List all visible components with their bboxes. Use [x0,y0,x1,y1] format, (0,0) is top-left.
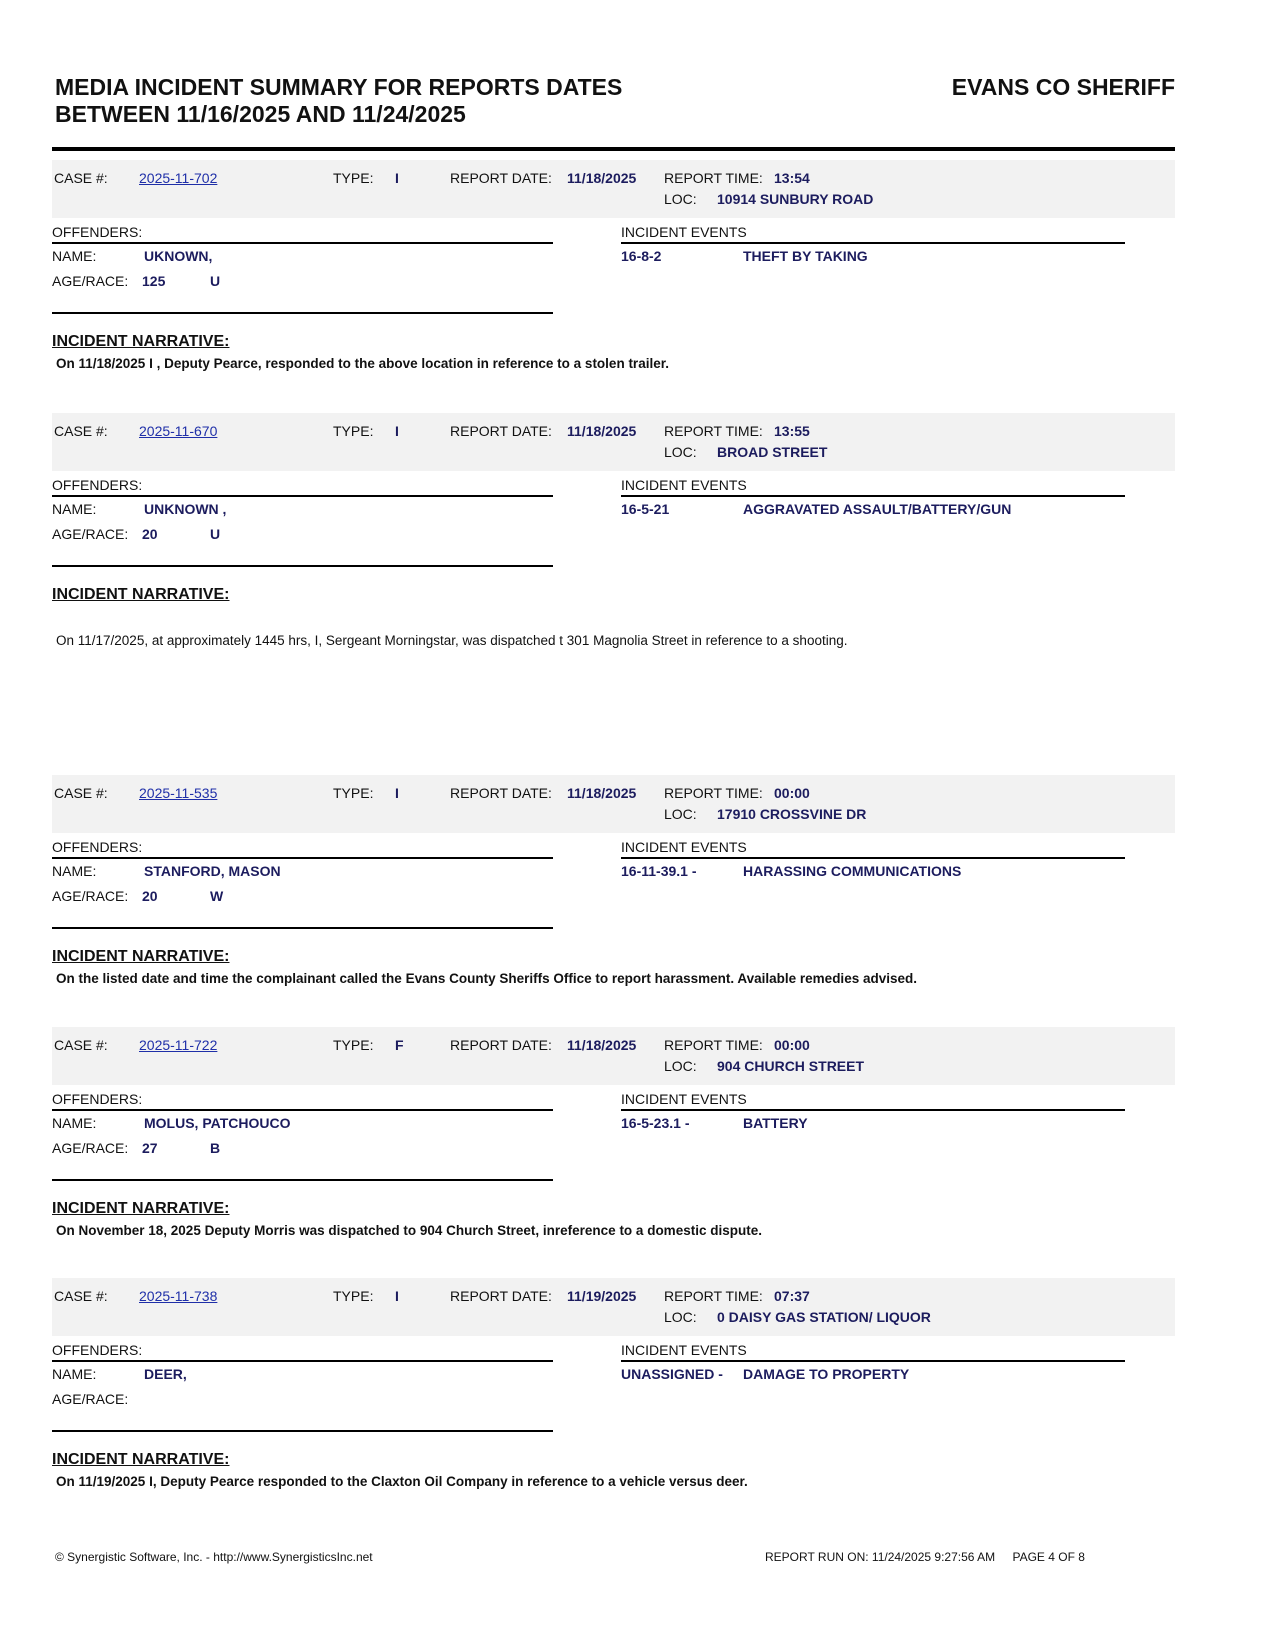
events-divider [621,1360,1125,1362]
type-label: TYPE: [333,1037,374,1053]
case-number-link[interactable]: 2025-11-670 [139,423,218,439]
case-type: I [395,1288,399,1304]
events-divider [621,495,1125,497]
page-number: PAGE 4 OF 8 [1012,1550,1085,1564]
event-description: BATTERY [743,1115,808,1131]
case-number-link[interactable]: 2025-11-702 [139,170,218,186]
offender-name-label: NAME: [52,501,97,517]
report-time: 13:54 [774,170,810,186]
events-divider [621,857,1125,859]
location: 17910 CROSSVINE DR [717,806,867,822]
offenders-label: OFFENDERS: [52,224,143,240]
age-race-label: AGE/RACE: [52,273,129,289]
incident-events-label: INCIDENT EVENTS [621,224,747,240]
header-divider [52,147,1175,151]
footer-run-info [765,1550,1099,1564]
report-time: 00:00 [774,785,810,801]
incident-events-label: INCIDENT EVENTS [621,477,747,493]
narrative-heading: INCIDENT NARRATIVE: [52,586,230,603]
report-time: 07:37 [774,1288,810,1304]
type-label: TYPE: [333,785,374,801]
case-number-link[interactable]: 2025-11-738 [139,1288,218,1304]
case-block [52,1278,1175,1489]
offender-name-label: NAME: [52,863,97,879]
location-label: LOC: [664,191,697,207]
offender-name: DEER, [144,1366,187,1382]
offenders-divider [52,1109,553,1111]
offender-section-end-divider [52,1179,553,1181]
report-time: 00:00 [774,1037,810,1053]
case-number-link[interactable]: 2025-11-535 [139,785,218,801]
case-number-label: CASE #: [54,423,108,439]
location: 904 CHURCH STREET [717,1058,865,1074]
age-race-label: AGE/RACE: [52,1140,129,1156]
offenders-divider [52,495,553,497]
report-date-label: REPORT DATE: [450,1288,552,1304]
report-title-line1: MEDIA INCIDENT SUMMARY FOR REPORTS DATES [55,74,623,100]
offender-name: MOLUS, PATCHOUCO [144,1115,291,1131]
case-header-bar [52,413,1175,471]
report-time-label: REPORT TIME: [664,1288,763,1304]
report-time-label: REPORT TIME: [664,1037,763,1053]
report-title [55,74,695,128]
case-type: I [395,423,399,439]
event-code: 16-11-39.1 - [621,863,697,879]
event-code: 16-5-21 [621,501,670,517]
offender-age: 125 [142,273,166,289]
type-label: TYPE: [333,170,374,186]
case-header-bar [52,775,1175,833]
event-description: DAMAGE TO PROPERTY [743,1366,910,1382]
offenders-divider [52,242,553,244]
case-number-link[interactable]: 2025-11-722 [139,1037,218,1053]
location-label: LOC: [664,1058,697,1074]
report-date: 11/18/2025 [567,170,637,186]
narrative-heading: INCIDENT NARRATIVE: [52,1451,230,1468]
report-time-label: REPORT TIME: [664,785,763,801]
report-date: 11/18/2025 [567,1037,637,1053]
offender-age: 20 [142,888,158,904]
report-date-label: REPORT DATE: [450,423,552,439]
offender-section-end-divider [52,927,553,929]
report-time-label: REPORT TIME: [664,170,763,186]
events-divider [621,242,1125,244]
offender-section-end-divider [52,1430,553,1432]
incident-events-label: INCIDENT EVENTS [621,839,747,855]
report-run-on: REPORT RUN ON: 11/24/2025 9:27:56 AM [765,1550,996,1564]
case-type: F [395,1037,404,1053]
case-type: I [395,785,399,801]
case-number-label: CASE #: [54,785,108,801]
agency-name: EVANS CO SHERIFF [951,74,1175,100]
case-block [52,160,1175,371]
offenders-label: OFFENDERS: [52,477,143,493]
events-divider [621,1109,1125,1111]
event-code: UNASSIGNED - [621,1366,723,1382]
offender-name-label: NAME: [52,248,97,264]
narrative-text: On 11/19/2025 I, Deputy Pearce responded to the Claxton Oil Company in reference to a vehicle versus deer. [56,1474,748,1489]
report-date-label: REPORT DATE: [450,170,552,186]
location-label: LOC: [664,806,697,822]
report-title-line2: BETWEEN 11/16/2025 AND 11/24/2025 [55,101,466,127]
report-date: 11/19/2025 [567,1288,637,1304]
offender-race: U [210,526,221,542]
age-race-label: AGE/RACE: [52,1391,129,1407]
age-race-label: AGE/RACE: [52,526,129,542]
report-time: 13:55 [774,423,810,439]
age-race-label: AGE/RACE: [52,888,129,904]
location-label: LOC: [664,1309,697,1325]
offenders-label: OFFENDERS: [52,1342,143,1358]
offender-name: STANFORD, MASON [144,863,281,879]
offender-race: U [210,273,221,289]
case-header-bar [52,1278,1175,1336]
event-description: THEFT BY TAKING [743,248,868,264]
offenders-divider [52,857,553,859]
offenders-label: OFFENDERS: [52,1091,143,1107]
event-code: 16-8-2 [621,248,662,264]
narrative-text: On the listed date and time the complainant called the Evans County Sheriffs Office to report harassment. Available remedies advised. [56,971,917,986]
case-block [52,413,1175,648]
report-date: 11/18/2025 [567,423,637,439]
offender-name: UKNOWN, [144,248,213,264]
offender-section-end-divider [52,565,553,567]
narrative-text: On November 18, 2025 Deputy Morris was dispatched to 904 Church Street, inreference to a domestic dispute. [56,1223,762,1238]
case-number-label: CASE #: [54,1037,108,1053]
location-label: LOC: [664,444,697,460]
case-header-bar [52,1027,1175,1085]
offenders-label: OFFENDERS: [52,839,143,855]
type-label: TYPE: [333,1288,374,1304]
report-time-label: REPORT TIME: [664,423,763,439]
narrative-text: On 11/17/2025, at approximately 1445 hrs, I, Sergeant Morningstar, was dispatched t 301 Magnolia Street in reference to a shooting. [56,633,848,648]
offender-race: W [210,888,224,904]
narrative-heading: INCIDENT NARRATIVE: [52,948,230,965]
footer-copyright: © Synergistic Software, Inc. - http://www.SynergisticsInc.net [55,1550,373,1564]
incident-events-label: INCIDENT EVENTS [621,1342,747,1358]
offenders-divider [52,1360,553,1362]
narrative-heading: INCIDENT NARRATIVE: [52,1200,230,1217]
case-block [52,775,1175,986]
event-description: HARASSING COMMUNICATIONS [743,863,962,879]
event-description: AGGRAVATED ASSAULT/BATTERY/GUN [743,501,1012,517]
offender-name-label: NAME: [52,1115,97,1131]
type-label: TYPE: [333,423,374,439]
offender-race: B [210,1140,221,1156]
case-number-label: CASE #: [54,1288,108,1304]
case-block [52,1027,1175,1238]
offender-section-end-divider [52,312,553,314]
case-number-label: CASE #: [54,170,108,186]
offender-name: UNKNOWN , [144,501,227,517]
report-date-label: REPORT DATE: [450,1037,552,1053]
case-type: I [395,170,399,186]
report-date: 11/18/2025 [567,785,637,801]
location: BROAD STREET [717,444,828,460]
event-code: 16-5-23.1 - [621,1115,690,1131]
incident-events-label: INCIDENT EVENTS [621,1091,747,1107]
offender-name-label: NAME: [52,1366,97,1382]
location: 0 DAISY GAS STATION/ LIQUOR [717,1309,931,1325]
case-header-bar [52,160,1175,218]
offender-age: 27 [142,1140,158,1156]
narrative-text: On 11/18/2025 I , Deputy Pearce, responded to the above location in reference to a stolen trailer. [56,356,669,371]
report-date-label: REPORT DATE: [450,785,552,801]
location: 10914 SUNBURY ROAD [717,191,874,207]
offender-age: 20 [142,526,158,542]
narrative-heading: INCIDENT NARRATIVE: [52,333,230,350]
